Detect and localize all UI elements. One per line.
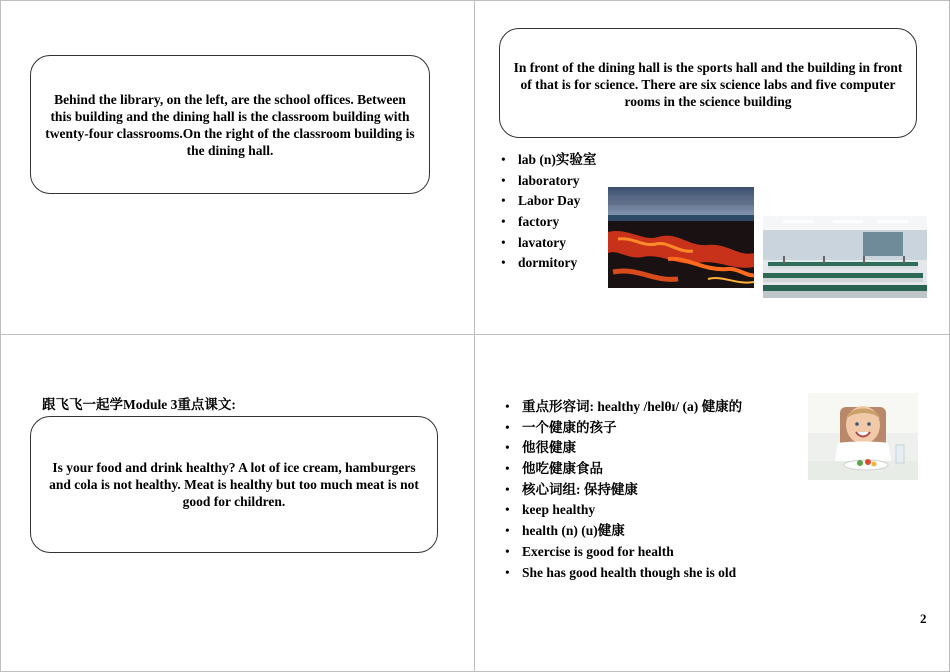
- module-heading: 跟飞飞一起学Module 3重点课文:: [42, 397, 236, 412]
- health-vocabulary-list: [505, 397, 742, 583]
- list-item: • keep healthy: [505, 500, 742, 521]
- list-item: • She has good health though she is old: [505, 563, 742, 584]
- vertical-divider: [474, 0, 475, 672]
- list-item: • factory: [501, 212, 596, 233]
- list-item: • 核心词组: 保持健康: [505, 480, 742, 501]
- list-item: • laboratory: [501, 171, 596, 192]
- list-item: • dormitory: [501, 253, 596, 274]
- healthy-food-text-box: [30, 416, 438, 553]
- list-item: • Exercise is good for health: [505, 542, 742, 563]
- school-offices-text-box: [30, 55, 430, 194]
- horizontal-divider: [0, 334, 950, 335]
- list-item: • 他很健康: [505, 438, 742, 459]
- list-item: • 重点形容词: healthy /helθɪ/ (a) 健康的: [505, 397, 742, 418]
- lava-photo: [608, 187, 754, 288]
- science-building-text: In front of the dining hall is the sports hall and the building in front of that is for science. There are six science labs and five computer rooms in the science building: [513, 60, 903, 109]
- school-offices-text: Behind the library, on the left, are the school offices. Between this building and the dining hall is the classroom building with twenty-four classrooms.On the right of the classroom building is the dining hall.: [45, 91, 415, 158]
- list-item: • lab (n)实验室: [501, 150, 596, 171]
- vocabulary-list: [501, 150, 596, 274]
- child-eating-photo: [808, 393, 918, 480]
- science-building-text-box: [499, 28, 917, 138]
- page-number: 2: [920, 611, 927, 626]
- list-item: • 一个健康的孩子: [505, 418, 742, 439]
- list-item: • 他吃健康食品: [505, 459, 742, 480]
- list-item: • lavatory: [501, 233, 596, 254]
- science-lab-photo: [763, 216, 927, 298]
- list-item: • health (n) (u)健康: [505, 521, 742, 542]
- list-item: • Labor Day: [501, 191, 596, 212]
- healthy-food-text: Is your food and drink healthy? A lot of ice cream, hamburgers and cola is not healthy. Meat is healthy but too much meat is not good for children.: [49, 460, 419, 509]
